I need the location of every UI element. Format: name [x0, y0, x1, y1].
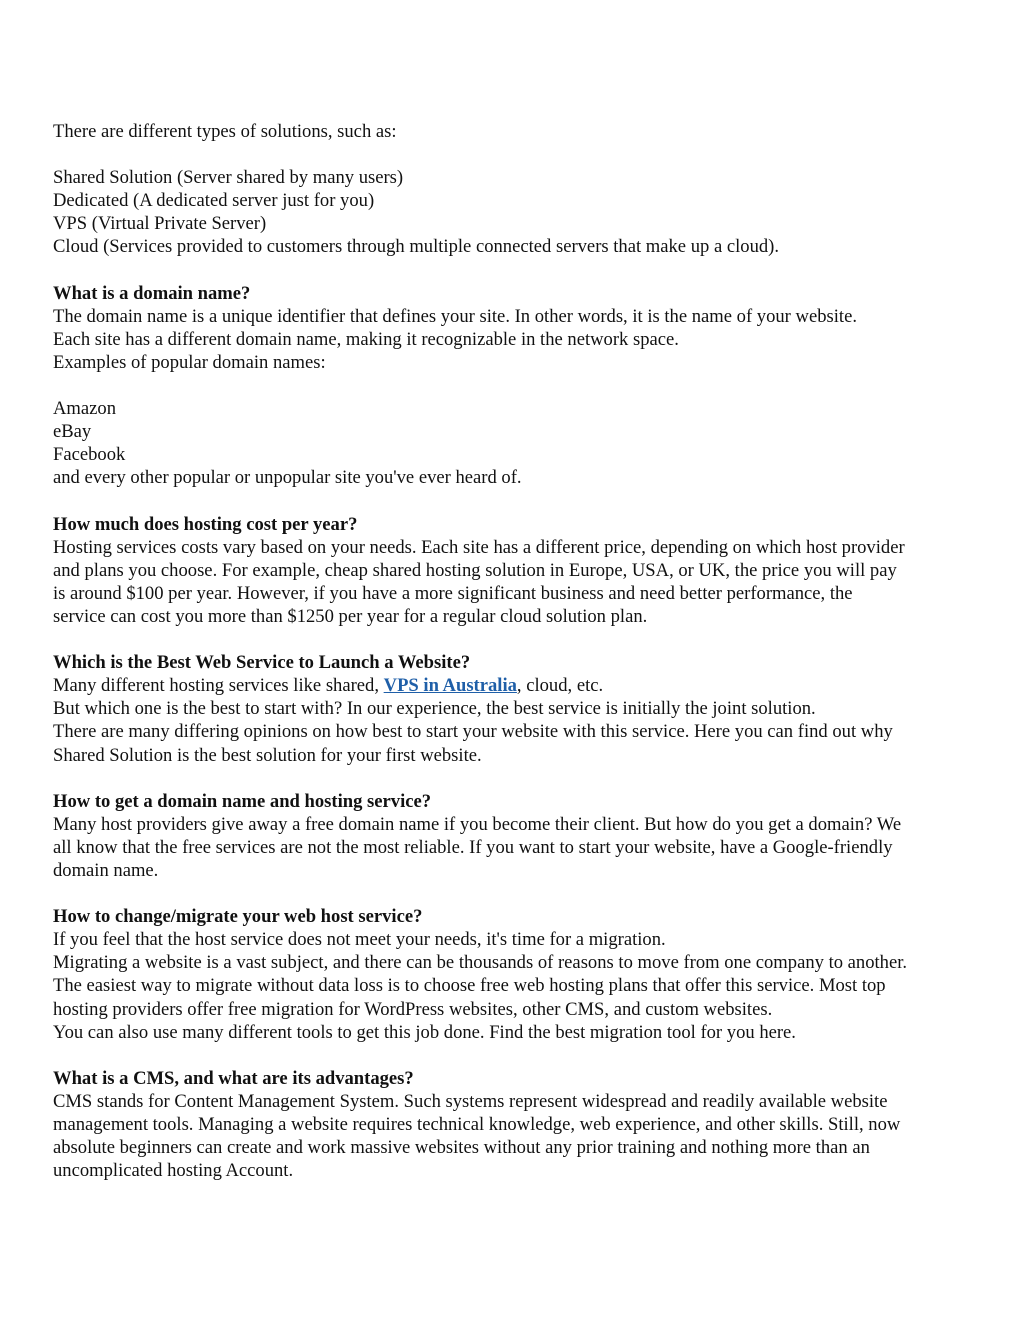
spacer: [53, 143, 993, 166]
paragraph-line: Examples of popular domain names:: [53, 351, 326, 373]
text-run: , cloud, etc.: [516, 675, 604, 697]
paragraph-line: service can cost you more than $1250 per year for a regular cloud solution plan.: [53, 605, 648, 627]
document-body: [53, 120, 993, 1182]
paragraph-line: [53, 674, 993, 697]
intro-text: There are different types of solutions, such as:: [53, 121, 397, 142]
paragraph-line: absolute beginners can create and work massive websites without any prior training and nothing more than an: [53, 1137, 870, 1159]
section-heading: How to change/migrate your web host service?: [53, 906, 423, 928]
paragraph-line: You can also use many different tools to get this job done. Find the best migration tool for you here.: [53, 1021, 796, 1043]
section-heading: How much does hosting cost per year?: [53, 513, 358, 535]
get-domain-section: [53, 790, 993, 882]
cost-section: [53, 513, 993, 628]
solution-item: VPS (Virtual Private Server): [53, 213, 267, 235]
text-run: Many different hosting services like shared,: [53, 675, 384, 697]
paragraph-line: Hosting services costs vary based on your needs. Each site has a different price, depending on which host provider: [53, 536, 905, 558]
spacer: [53, 259, 993, 282]
domain-example: eBay: [53, 421, 92, 443]
spacer: [53, 490, 993, 513]
section-heading: Which is the Best Web Service to Launch a Website?: [53, 652, 471, 674]
spacer: [53, 882, 993, 905]
paragraph-line: There are many differing opinions on how best to start your website with this service. Here you can find out why: [53, 721, 893, 743]
paragraph-line: Each site has a different domain name, making it recognizable in the network space.: [53, 328, 679, 350]
spacer: [53, 1044, 993, 1067]
solution-item: Cloud (Services provided to customers through multiple connected servers that make up a cloud).: [53, 236, 780, 258]
paragraph-line: Shared Solution is the best solution for your first website.: [53, 744, 482, 766]
domain-example: Amazon: [53, 398, 116, 420]
domain-example: and every other popular or unpopular site you've ever heard of.: [53, 467, 522, 489]
paragraph-line: The domain name is a unique identifier that defines your site. In other words, it is the name of your website.: [53, 305, 857, 327]
best-service-section: [53, 651, 993, 766]
paragraph-line: management tools. Managing a website requires technical knowledge, web experience, and other skills. Still, now: [53, 1114, 901, 1136]
paragraph-line: CMS stands for Content Management System. Such systems represent widespread and readily available website: [53, 1090, 888, 1112]
paragraph-line: all know that the free services are not the most reliable. If you want to start your website, have a Google-friendly: [53, 836, 893, 858]
paragraph-line: uncomplicated hosting Account.: [53, 1160, 294, 1182]
vps-australia-link[interactable]: VPS in Australia: [383, 675, 517, 697]
paragraph-line: domain name.: [53, 860, 159, 881]
spacer: [53, 628, 993, 651]
solution-item: Dedicated (A dedicated server just for you): [53, 190, 375, 212]
paragraph-line: and plans you choose. For example, cheap shared hosting solution in Europe, USA, or UK, the price you will pay: [53, 559, 897, 581]
paragraph-line: hosting providers offer free migration for WordPress websites, other CMS, and custom websites.: [53, 998, 773, 1020]
paragraph-line: is around $100 per year. However, if you have a more significant business and need better performance, the: [53, 582, 853, 604]
paragraph-line: The easiest way to migrate without data loss is to choose free web hosting plans that offer this service. Most top: [53, 975, 886, 997]
section-heading: What is a domain name?: [53, 282, 251, 304]
spacer: [53, 374, 993, 397]
paragraph-line: If you feel that the host service does not meet your needs, it's time for a migration.: [53, 929, 666, 951]
paragraph-line: Migrating a website is a vast subject, and there can be thousands of reasons to move from one company to another.: [53, 952, 908, 974]
solutions-list: [53, 166, 993, 258]
paragraph-line: But which one is the best to start with? In our experience, the best service is initially the joint solution.: [53, 698, 816, 720]
section-heading: What is a CMS, and what are its advantages?: [53, 1067, 414, 1089]
section-heading: How to get a domain name and hosting service?: [53, 790, 432, 812]
migrate-section: [53, 905, 993, 1044]
solution-item: Shared Solution (Server shared by many users): [53, 167, 404, 189]
spacer: [53, 767, 993, 790]
paragraph-line: Many host providers give away a free domain name if you become their client. But how do you get a domain? We: [53, 813, 902, 835]
domain-section: [53, 282, 993, 490]
cms-section: [53, 1067, 993, 1182]
domain-example: Facebook: [53, 444, 126, 466]
